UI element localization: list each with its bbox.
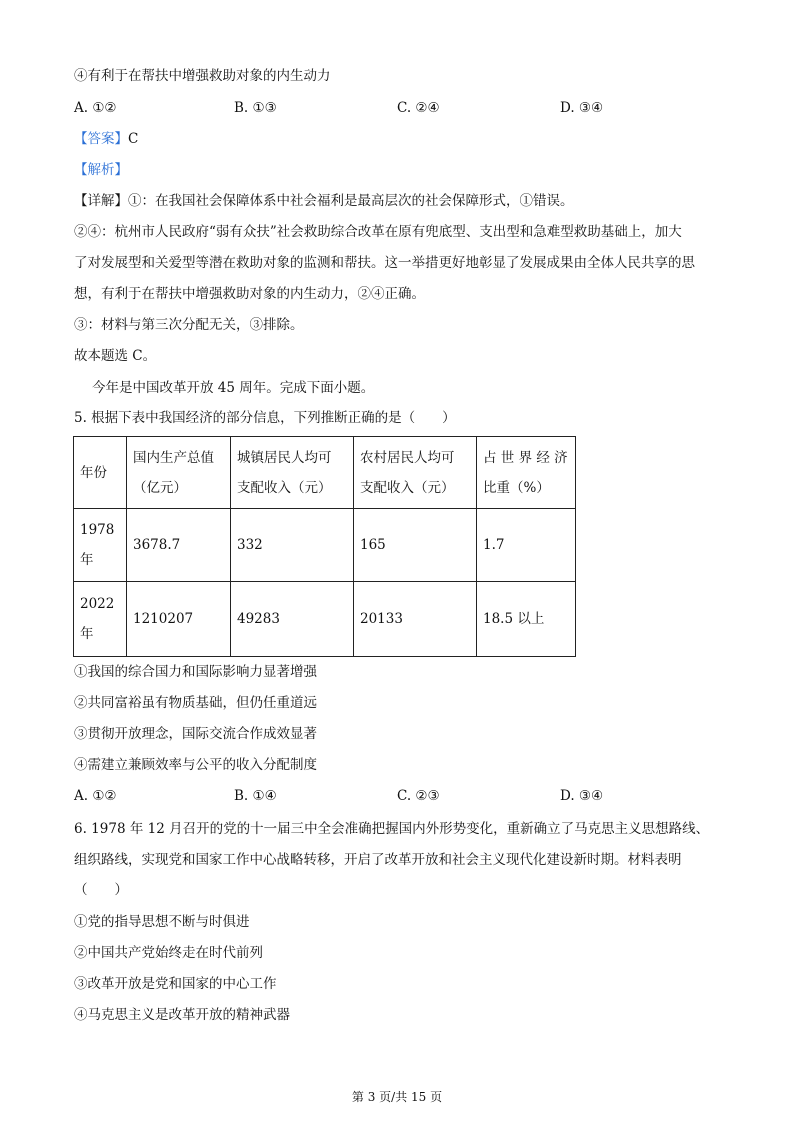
q6-stem-line: 6. 1978 年 12 月召开的党的十一届三中全会准确把握国内外形势变化，重新确立了马克思主义思想路线、 <box>74 821 710 837</box>
detail-line: 想，有利于在帮扶中增强救助对象的内生动力，②④正确。 <box>74 286 425 302</box>
header-urban-income: 城镇居民人均可 支配收入（元） <box>231 437 354 509</box>
q5-statement: ①我国的综合国力和国际影响力显著增强 <box>74 664 317 680</box>
header-rural-income: 农村居民人均可 支配收入（元） <box>354 437 477 509</box>
economy-table <box>73 436 576 657</box>
header-world-share: 占 世 界 经 济 比重（%） <box>477 437 576 509</box>
table-row <box>74 582 576 657</box>
page-footer: 第 3 页/共 15 页 <box>351 1090 443 1104</box>
answer-tag: 【答案】 <box>74 131 128 147</box>
q5-option-d: D. ③④ <box>560 788 604 804</box>
cell-rural: 20133 <box>354 582 477 657</box>
cell-gdp: 1210207 <box>127 582 231 657</box>
cell-year: 2022 年 <box>74 582 127 657</box>
detail-line: 【详解】①：在我国社会保障体系中社会福利是最高层次的社会保障形式，①错误。 <box>74 193 574 209</box>
detail-line: 了对发展型和关爱型等潜在救助对象的监测和帮扶。这一举措更好地彰显了发展成果由全体人民共享的思 <box>74 255 695 271</box>
q5-statement: ③贯彻开放理念，国际交流合作成效显著 <box>74 726 317 742</box>
table-row <box>74 509 576 582</box>
q6-statement: ②中国共产党始终走在时代前列 <box>74 945 263 961</box>
q6-stem-line: 组织路线，实现党和国家工作中心战略转移，开启了改革开放和社会主义现代化建设新时期。材料表明 <box>74 852 682 868</box>
cell-urban: 49283 <box>231 582 354 657</box>
cell-gdp: 3678.7 <box>127 509 231 582</box>
q5-statement: ④需建立兼顾效率与公平的收入分配制度 <box>74 757 317 773</box>
q4-statement-4: ④有利于在帮扶中增强救助对象的内生动力 <box>74 68 331 84</box>
detail-line: ②④：杭州市人民政府“弱有众扶”社会救助综合改革在原有兜底型、支出型和急难型救助基础上，加大 <box>74 224 682 240</box>
header-year: 年份 <box>74 437 127 509</box>
cell-share: 1.7 <box>477 509 576 582</box>
q5-statement: ②共同富裕虽有物质基础，但仍任重道远 <box>74 695 317 711</box>
q6-statement: ①党的指导思想不断与时俱进 <box>74 914 250 930</box>
cell-share: 18.5 以上 <box>477 582 576 657</box>
table-header-row <box>74 437 576 509</box>
q6-statement: ④马克思主义是改革开放的精神武器 <box>74 1007 290 1023</box>
q6-statement: ③改革开放是党和国家的中心工作 <box>74 976 277 992</box>
cell-urban: 332 <box>231 509 354 582</box>
q5-stem: 5. 根据下表中我国经济的部分信息，下列推断正确的是（ ） <box>74 410 456 426</box>
q4-answer <box>74 130 138 148</box>
q5-option-b: B. ①④ <box>234 788 277 804</box>
answer-value: C <box>128 131 139 147</box>
cell-rural: 165 <box>354 509 477 582</box>
q6-stem-line: （ ） <box>74 882 128 898</box>
q4-option-a: A. ①② <box>74 100 117 116</box>
header-gdp: 国内生产总值 （亿元） <box>127 437 231 509</box>
q5-option-a: A. ①② <box>74 788 117 804</box>
detail-line: 故本题选 C。 <box>74 348 157 364</box>
q4-option-c: C. ②④ <box>397 100 440 116</box>
section-intro: 今年是中国改革开放 45 周年。完成下面小题。 <box>92 380 375 396</box>
analysis-tag: 【解析】 <box>74 162 128 178</box>
cell-year: 1978 年 <box>74 509 127 582</box>
q5-option-c: C. ②③ <box>397 788 440 804</box>
q4-option-d: D. ③④ <box>560 100 604 116</box>
detail-line: ③：材料与第三次分配无关，③排除。 <box>74 317 304 333</box>
q4-option-b: B. ①③ <box>234 100 277 116</box>
